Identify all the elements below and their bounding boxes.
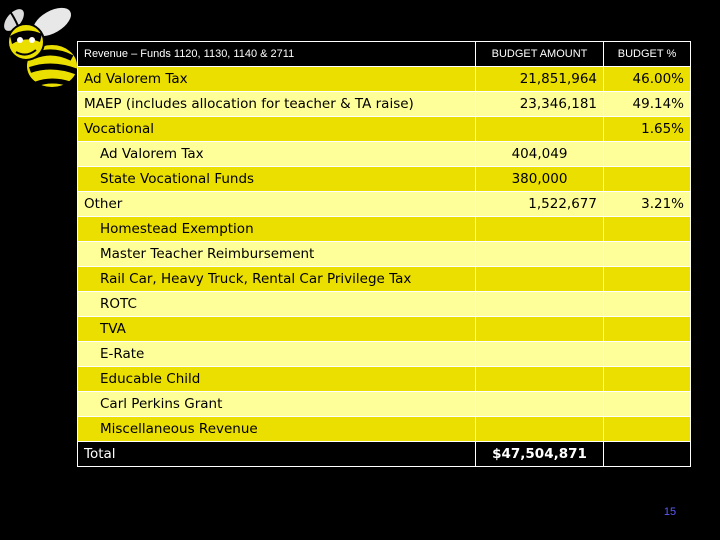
table-row [78, 367, 691, 392]
header-budget-percent: BUDGET % [604, 42, 691, 67]
row-label: Rail Car, Heavy Truck, Rental Car Privilege Tax [78, 267, 476, 292]
row-label: MAEP (includes allocation for teacher & TA raise) [78, 92, 476, 117]
row-amount [476, 117, 604, 142]
row-percent: 49.14% [604, 92, 691, 117]
row-amount [476, 392, 604, 417]
table-header-row [78, 42, 691, 67]
row-percent: 3.21% [604, 192, 691, 217]
row-percent [604, 417, 691, 442]
table-row [78, 417, 691, 442]
row-percent [604, 292, 691, 317]
row-amount: 1,522,677 [476, 192, 604, 217]
row-label: Vocational [78, 117, 476, 142]
row-label: Ad Valorem Tax [78, 67, 476, 92]
row-label: Master Teacher Reimbursement [78, 242, 476, 267]
header-revenue: Revenue – Funds 1120, 1130, 1140 & 2711 [78, 42, 476, 67]
row-amount [476, 217, 604, 242]
page-number: 15 [663, 506, 677, 518]
table-row [78, 392, 691, 417]
table-row [78, 317, 691, 342]
table-row [78, 267, 691, 292]
table-total-row [78, 442, 691, 467]
row-amount [476, 417, 604, 442]
yellow-jacket-mascot-icon [0, 0, 80, 92]
row-percent [604, 217, 691, 242]
yellow-jacket-logo [0, 0, 80, 92]
row-label: Homestead Exemption [78, 217, 476, 242]
row-amount: 21,851,964 [476, 67, 604, 92]
row-label: Carl Perkins Grant [78, 392, 476, 417]
row-amount: 23,346,181 [476, 92, 604, 117]
row-label: TVA [78, 317, 476, 342]
row-percent [604, 142, 691, 167]
row-label: Other [78, 192, 476, 217]
row-amount [476, 317, 604, 342]
row-percent [604, 242, 691, 267]
row-label: Miscellaneous Revenue [78, 417, 476, 442]
row-percent [604, 167, 691, 192]
revenue-budget-table [77, 41, 691, 467]
header-budget-amount: BUDGET AMOUNT [476, 42, 604, 67]
row-label: E-Rate [78, 342, 476, 367]
row-amount: 404,049 [476, 142, 604, 167]
row-amount [476, 267, 604, 292]
table-row [78, 167, 691, 192]
table-row [78, 92, 691, 117]
table-row [78, 192, 691, 217]
total-label: Total [78, 442, 476, 467]
table-row [78, 117, 691, 142]
row-percent [604, 342, 691, 367]
table-row [78, 142, 691, 167]
total-amount: $47,504,871 [476, 442, 604, 467]
row-amount [476, 242, 604, 267]
row-amount: 380,000 [476, 167, 604, 192]
table-row [78, 342, 691, 367]
table-row [78, 292, 691, 317]
row-amount [476, 292, 604, 317]
row-amount [476, 342, 604, 367]
row-percent [604, 317, 691, 342]
row-percent [604, 267, 691, 292]
table-row [78, 67, 691, 92]
row-label: Educable Child [78, 367, 476, 392]
row-percent: 46.00% [604, 67, 691, 92]
row-label: ROTC [78, 292, 476, 317]
row-amount [476, 367, 604, 392]
row-label: State Vocational Funds [78, 167, 476, 192]
table-row [78, 242, 691, 267]
row-percent [604, 367, 691, 392]
total-percent [604, 442, 691, 467]
row-percent: 1.65% [604, 117, 691, 142]
row-label: Ad Valorem Tax [78, 142, 476, 167]
row-percent [604, 392, 691, 417]
table-row [78, 217, 691, 242]
